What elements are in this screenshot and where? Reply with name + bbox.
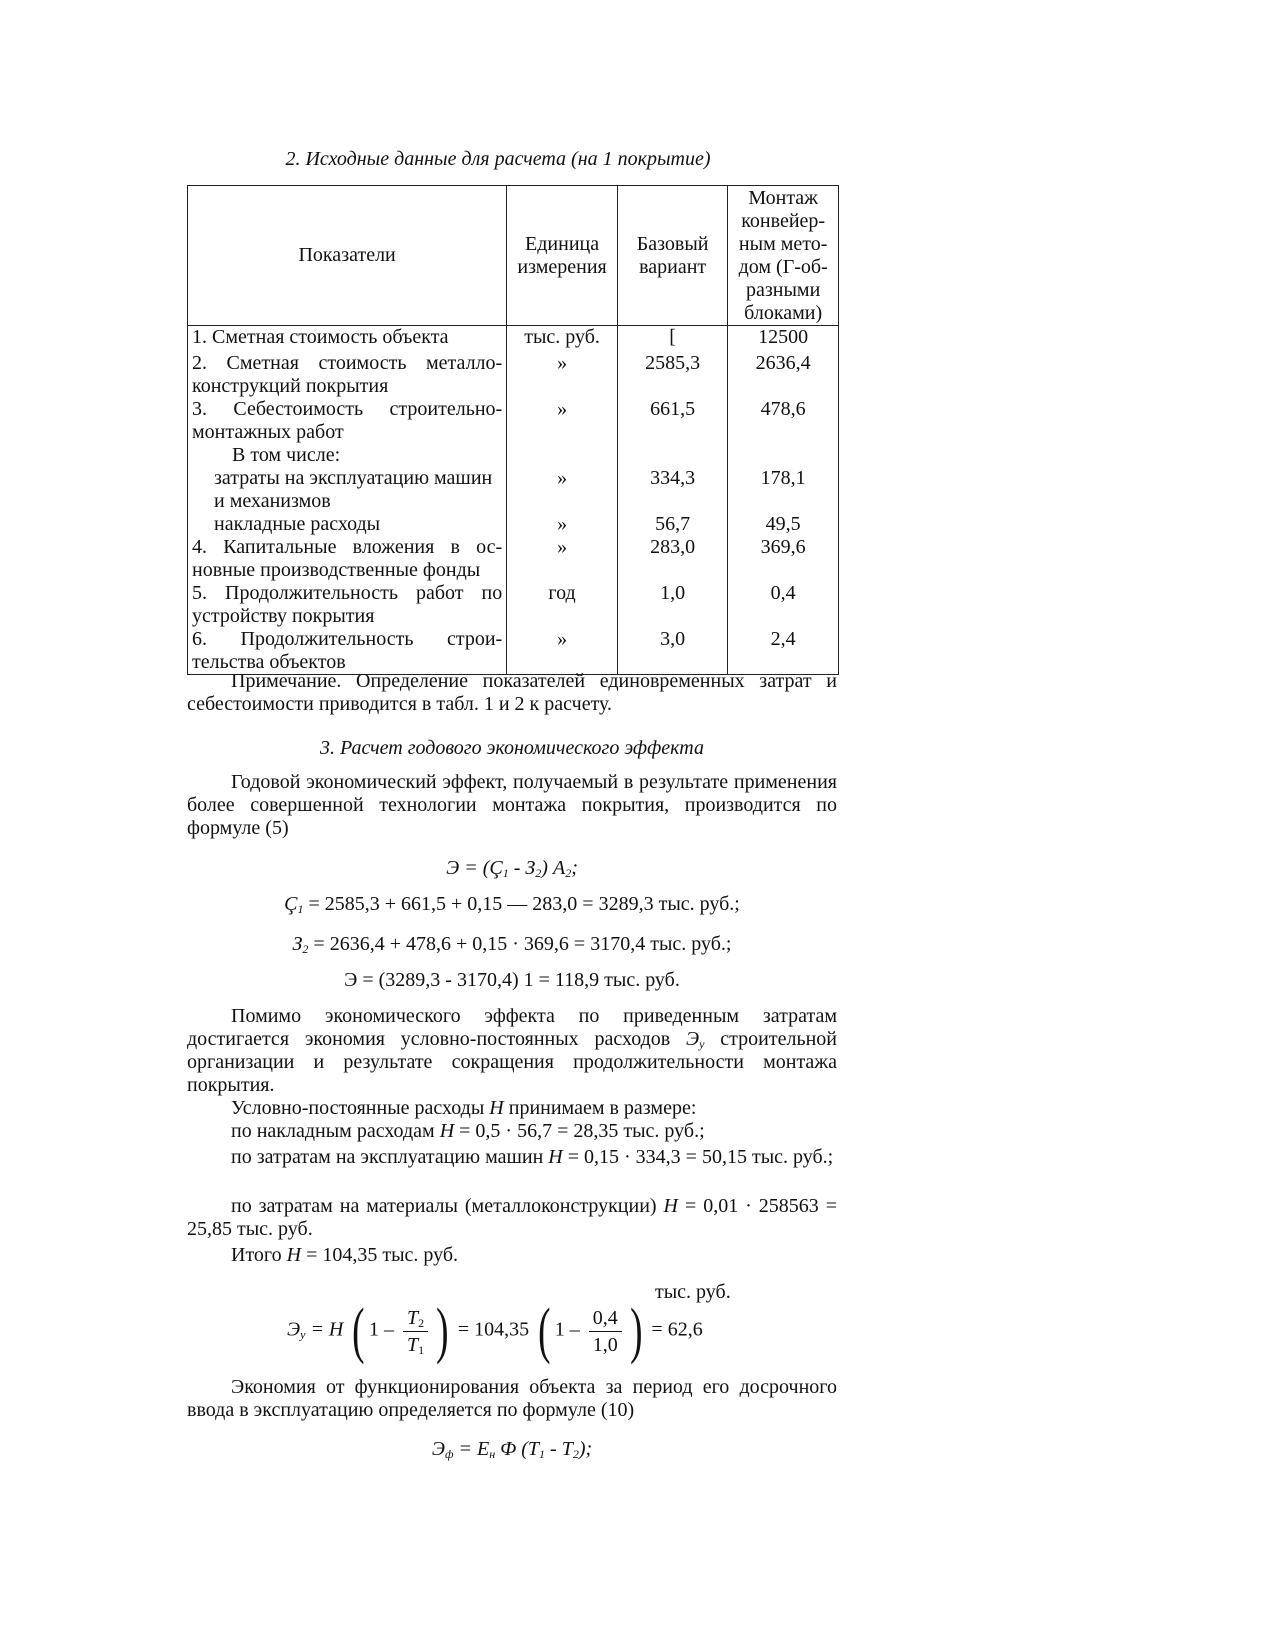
line-overhead: по накладным расходам Н = 0,5 · 56,7 = 28,35 тыс. руб.; [231, 1120, 705, 1142]
header-unit: Единица измерения [507, 186, 618, 326]
table-row: В том числе: [188, 444, 839, 467]
table-row: затраты на эксплуатацию машин и механизмов » 334,3 178,1 [188, 467, 839, 513]
formula-c1: $Ç_1 = 2585,3 + 661,5 + 0,15$ — 283,0 = 3289,3 тыс. руб.; [284, 893, 740, 916]
paragraph-savings: Помимо экономического эффекта по приведенным затратам достигается экономия условно-постоянных расходов $Э_у$ строительной организации и результате сокращения продолжительности монтажа покрытия. [187, 1005, 837, 1096]
line-total: Итого Н = 104,35 тыс. руб. [231, 1244, 459, 1266]
formula-conditional-savings: $Э_у = Н$ ( 1 – $\frac{Т_2}{Т_1}$ ) = 104,35 ( 1 – $\frac{0,4}{1,0}$ ) = 62,6 [287, 1297, 703, 1365]
section-3-title: 3. Расчет годового экономического эффекта [320, 737, 704, 759]
header-base: Базовый вариант [617, 186, 727, 326]
paragraph-early-commissioning: Экономия от функционирования объекта за период его досрочного ввода в эксплуатацию определяется по формуле (10) [187, 1376, 837, 1421]
table-caption: 2. Исходные данные для расчета (на 1 покрытие) [285, 148, 711, 170]
header-conveyor: Монтаж конвейер-ным мето-дом (Г-об-разными блоками) [728, 186, 839, 326]
unit-label: тыс. руб. [655, 1281, 731, 1303]
line-machines: по затратам на эксплуатацию машин Н = 0,15 · 334,3 = 50,15 тыс. руб.; [231, 1146, 834, 1168]
formula-annual-effect: $Э = (Ç_1 - З_2)$ $А_2$; [446, 857, 578, 880]
table-row: 3. Себестоимость строительно-монтажных работ » 661,5 478,6 [188, 398, 839, 444]
data-table [187, 185, 839, 675]
header-indicators: Показатели [188, 186, 507, 326]
formula-early-commissioning: $Э_ф = Е_н$ Ф $(Т_1 - Т_2)$; [431, 1438, 593, 1461]
paragraph-annual-effect: Годовой экономический эффект, получаемый в результате применения более совершенной технологии монтажа покрытия, производится по формуле (5) [187, 771, 837, 839]
table-row: 2. Сметная стоимость металло-конструкций покрытия » 2585,3 2636,4 [188, 352, 839, 398]
table-row: 6. Продолжительность строи-тельства объектов » 3,0 2,4 [188, 628, 839, 675]
table-note: Примечание. Определение показателей единовременных затрат и себестоимости приводится в табл. 1 и 2 к расчету. [187, 670, 837, 715]
formula-z2: $З_2 = 2636,4 + 478,6 + 0,15 \cdot 369,6 = 3170,4$ тыс. руб.; [292, 933, 732, 956]
line-conditional-costs: Условно-постоянные расходы Н принимаем в размере: [231, 1097, 697, 1119]
table-row: накладные расходы » 56,7 49,5 [188, 513, 839, 536]
table-row: 1. Сметная стоимость объекта тыс. руб. [ 12500 [188, 326, 839, 352]
formula-effect-value: Э = (3289,3 - 3170,4) 1 = 118,9 тыс. руб. [344, 969, 680, 991]
line-materials: по затратам на материалы (металлоконструкции) Н = 0,01 · 258563 = 25,85 тыс. руб. [187, 1195, 838, 1240]
table-row: 5. Продолжительность работ по устройству покрытия год 1,0 0,4 [188, 582, 839, 628]
table-row: 4. Капитальные вложения в ос-новные производственные фонды » 283,0 369,6 [188, 536, 839, 582]
